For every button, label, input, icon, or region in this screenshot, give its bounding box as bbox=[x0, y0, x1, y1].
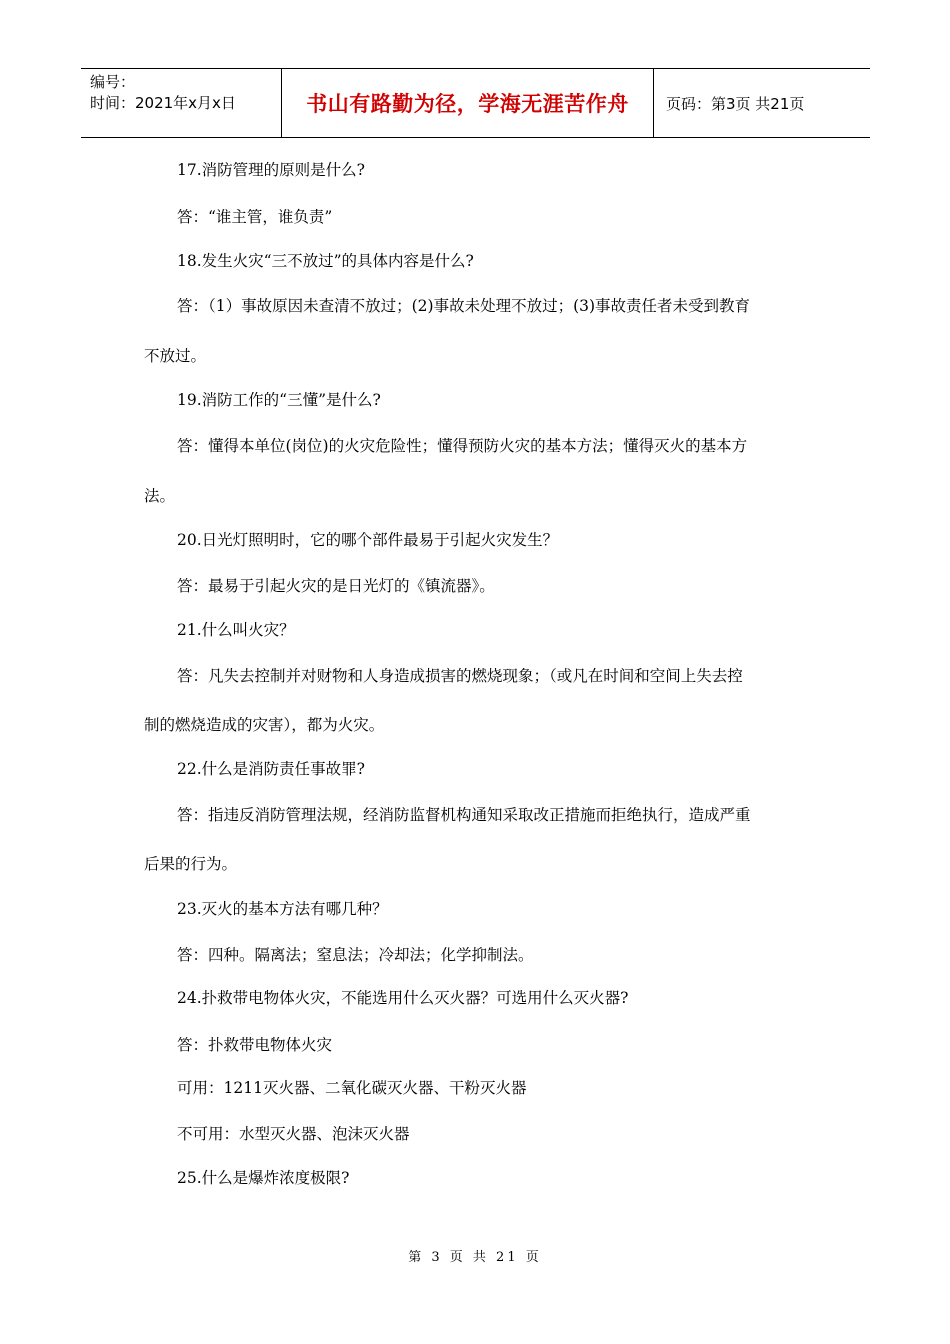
question-24: 24.扑救带电物体火灾，不能选用什么灭火器？可选用什么灭火器? bbox=[177, 989, 629, 1007]
question-25: 25.什么是爆炸浓度极限? bbox=[177, 1169, 350, 1187]
question-22: 22.什么是消防责任事故罪? bbox=[177, 760, 365, 778]
answer-20: 答：最易于引起火灾的是日光灯的《镇流器》。 bbox=[177, 577, 495, 595]
question-21: 21.什么叫火灾？ bbox=[177, 621, 295, 639]
answer-19-continued: 法。 bbox=[144, 487, 176, 505]
document-time-label: 时间：2021年x月x日 bbox=[90, 94, 236, 112]
answer-19: 答：懂得本单位(岗位)的火灾危险性；懂得预防火灾的基本方法；懂得灭火的基本方 bbox=[177, 437, 748, 455]
answer-23: 答：四种。隔离法；窒息法；冷却法；化学抑制法。 bbox=[177, 946, 534, 964]
answer-24: 答：扑救带电物体火灾 bbox=[177, 1036, 333, 1054]
answer-21-continued: 制的燃烧造成的灾害），都为火灾。 bbox=[144, 716, 385, 734]
answer-17: 答：“谁主管，谁负责” bbox=[177, 208, 333, 226]
question-18: 18.发生火灾“三不放过”的具体内容是什么? bbox=[177, 252, 474, 270]
header-motto: 书山有路勤为径，学海无涯苦作舟 bbox=[282, 69, 654, 137]
answer-22: 答：指违反消防管理法规，经消防监督机构通知采取改正措施而拒绝执行，造成严重 bbox=[177, 806, 751, 824]
answer-24-usable: 可用：1211灭火器、二氧化碳灭火器、干粉灭火器 bbox=[177, 1079, 527, 1097]
answer-24-not-usable: 不可用：水型灭火器、泡沫灭火器 bbox=[177, 1125, 410, 1143]
header-meta bbox=[81, 69, 282, 137]
question-20: 20.日光灯照明时，它的哪个部件最易于引起火灾发生？ bbox=[177, 531, 559, 549]
answer-22-continued: 后果的行为。 bbox=[144, 855, 238, 873]
question-19: 19.消防工作的“三懂”是什么? bbox=[177, 391, 381, 409]
footer-page-number: 第 3 页 共 21 页 bbox=[408, 1250, 542, 1265]
answer-18: 答：（1）事故原因未查清不放过；(2)事故未处理不放过；(3)事故责任者未受到教育 bbox=[177, 297, 751, 315]
question-17: 17.消防管理的原则是什么? bbox=[177, 161, 365, 179]
question-23: 23.灭火的基本方法有哪几种？ bbox=[177, 900, 388, 918]
document-number-label: 编号： bbox=[90, 73, 136, 91]
answer-18-continued: 不放过。 bbox=[144, 347, 207, 365]
header-page-label: 页码：第3页 共21页 bbox=[666, 94, 805, 113]
page-header bbox=[81, 68, 870, 138]
answer-21: 答：凡失去控制并对财物和人身造成损害的燃烧现象；（或凡在时间和空间上失去控 bbox=[177, 667, 743, 685]
page-footer bbox=[0, 1246, 950, 1265]
